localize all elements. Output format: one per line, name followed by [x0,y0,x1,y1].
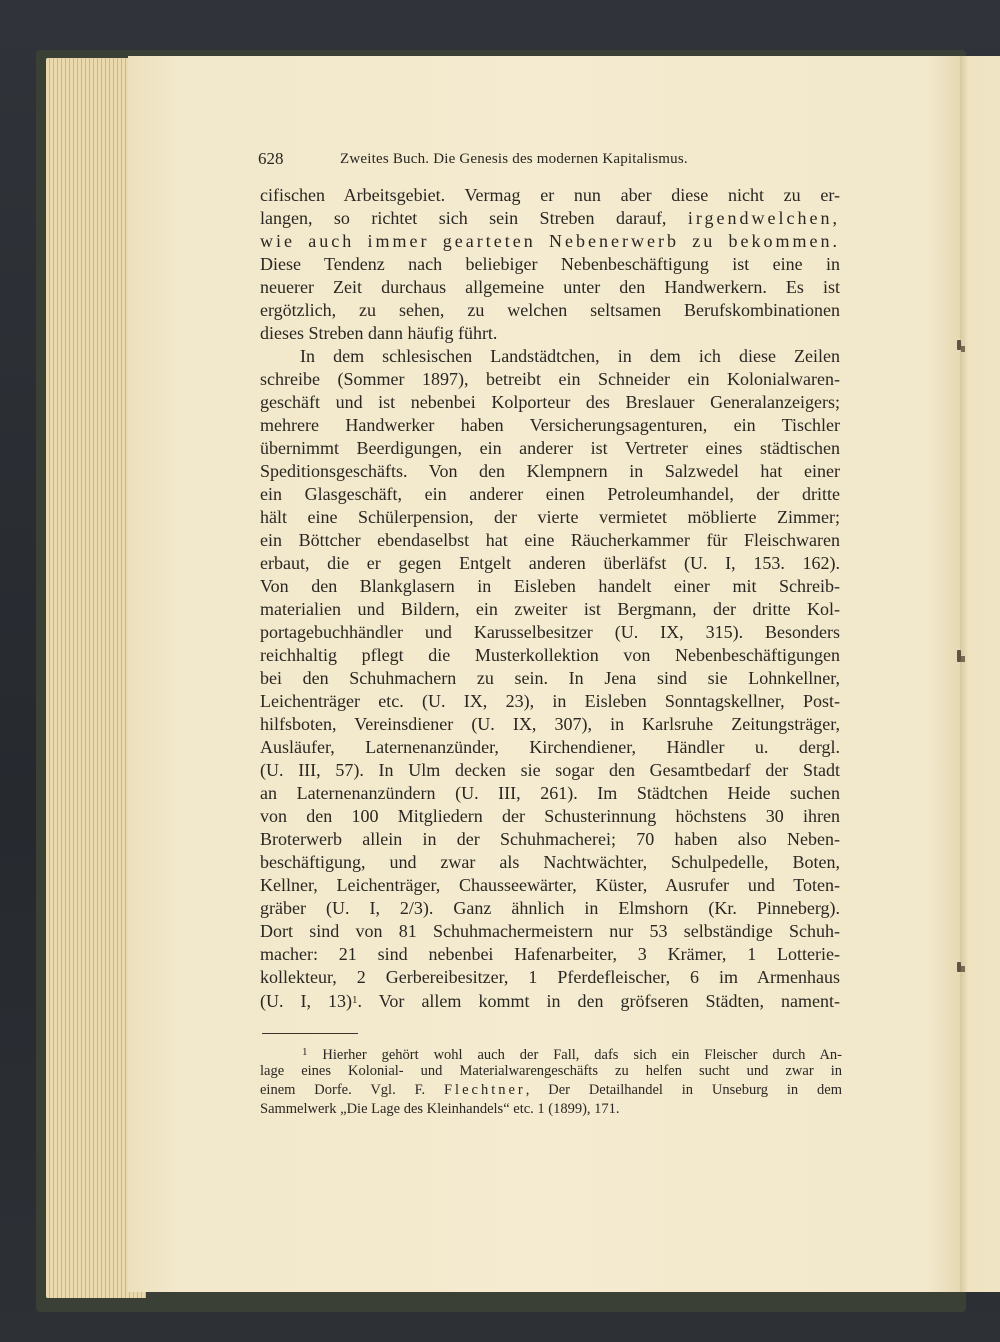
text-line: hält eine Schülerpension, der vierte vermietet möblierte Zimmer; [260,507,840,527]
text-run: . Vor allem kommt in den gröfseren Städten, nament- [357,991,841,1011]
margin-mark [957,650,961,662]
text-run: (U. I, 13) [260,991,353,1011]
facing-page-mark [961,656,965,662]
text-line: materialien und Bildern, ein zweiter ist Bergmann, der dritte Kol- [260,599,840,619]
emphasis-spaced-line: wie auch immer gearteten Nebenerwerb zu bekommen. [260,231,840,251]
text-line: bei den Schuhmachern zu sein. In Jena sind sie Lohnkellner, [260,668,840,688]
text-line: Kellner, Leichenträger, Chausseewärter, Küster, Ausrufer und Toten- [260,875,840,895]
footnote-rule [262,1033,358,1034]
text-run: langen, so richtet sich sein Streben darauf, [260,208,667,228]
text-line: beschäftigung, und zwar als Nachtwächter, Schulpedelle, Boten, [260,852,840,872]
text-line: Speditionsgeschäfts. Von den Klempnern in Salzwedel hat einer [260,461,840,481]
running-title: Zweites Buch. Die Genesis des modernen Kapitalismus. [340,151,688,167]
text-run: einem Dorfe. Vgl. F. [260,1082,426,1098]
text-line: mehrere Handwerker haben Versicherungsagenturen, ein Tischler [260,415,840,435]
footnote-line: lage eines Kolonial- und Materialwarengeschäfts zu helfen sucht und zwar in [260,1063,842,1079]
footnote-line [302,1043,842,1062]
text-line: schreibe (Sommer 1897), betreibt ein Schneider ein Kolonialwaren- [260,369,840,389]
text-line: Broterwerb allein in der Schuhmacherei; 70 haben also Neben- [260,829,840,849]
text-run: Hierher gehört wohl auch der Fall, dafs sich ein Fleischer durch An- [322,1047,842,1063]
text-line: Diese Tendenz nach beliebiger Nebenbeschäftigung ist eine in [260,254,840,274]
paragraph-start: In dem schlesischen Landstädtchen, in dem ich diese Zeilen [300,346,840,366]
author-spaced: Flechtner [443,1082,526,1098]
page-number: 628 [258,149,284,168]
text-line: gräber (U. I, 2/3). Ganz ähnlich in Elmshorn (Kr. Pinneberg). [260,898,840,918]
emphasis-spaced: irgendwelchen, [687,208,840,228]
margin-mark [957,962,961,972]
text-line: portagebuchhändler und Karusselbesitzer (U. IX, 315). Besonders [260,622,840,642]
margin-mark [957,340,961,350]
text-line: geschäft und ist nebenbei Kolporteur des Breslauer Generalanzeigers; [260,392,840,412]
text-line [260,207,840,230]
text-line: Ausläufer, Laternenanzünder, Kirchendiener, Händler u. dergl. [260,737,840,757]
text-line: Leichenträger etc. (U. IX, 23), in Eisleben Sonntagskellner, Post- [260,691,840,711]
text-line: von den 100 Mitgliedern der Schusterinnung höchstens 30 ihren [260,806,840,826]
text-line: ergötzlich, zu sehen, zu welchen seltsamen Berufskombinationen [260,300,840,320]
text-line: dieses Streben dann häufig führt. [260,323,498,343]
footnote-marker: 1 [302,1046,308,1058]
facing-page-mark [961,346,965,352]
text-line: (U. III, 57). In Ulm decken sie sogar den Gesamtbedarf der Stadt [260,760,840,780]
text-line: an Laternenanzündern (U. III, 261). Im Städtchen Heide suchen [260,783,840,803]
text-line: kollekteur, 2 Gerbereibesitzer, 1 Pferdefleischer, 6 im Armenhaus [260,967,840,987]
footnote-line [260,1081,842,1100]
text-run: , Der Detailhandel in Unseburg in dem [525,1082,843,1098]
footnote-line: Sammelwerk „Die Lage des Kleinhandels“ etc. 1 (1899), 171. [260,1101,620,1117]
text-line [260,989,840,1012]
text-line: cifischen Arbeitsgebiet. Vermag er nun aber diese nicht zu er- [260,185,840,205]
text-line: ein Böttcher ebendaselbst hat eine Räucherkammer für Fleischwaren [260,530,840,550]
facing-page-edge [955,56,1000,1292]
text-line: reichhaltig pflegt die Musterkollektion von Nebenbeschäftigungen [260,645,840,665]
text-line: Dort sind von 81 Schuhmachermeistern nur 53 selbständige Schuh- [260,921,840,941]
text-line: übernimmt Beerdigungen, ein anderer ist Vertreter eines städtischen [260,438,840,458]
text-line: erbaut, die er gegen Entgelt anderen überläfst (U. I, 153. 162). [260,553,840,573]
facing-page-mark [961,966,965,972]
text-line: hilfsboten, Vereinsdiener (U. IX, 307), in Karlsruhe Zeitungsträger, [260,714,840,734]
text-line: neuerer Zeit durchaus allgemeine unter den Handwerkern. Es ist [260,277,840,297]
footnote-reference: 1 [352,994,358,1006]
text-line: macher: 21 sind nebenbei Hafenarbeiter, 3 Krämer, 1 Lotterie- [260,944,840,964]
text-line: Von den Blankglasern in Eisleben handelt einer mit Schreib- [260,576,840,596]
book-page [128,56,960,1292]
text-line: ein Glasgeschäft, ein anderer einen Petroleumhandel, der dritte [260,484,840,504]
page-header [258,149,838,171]
